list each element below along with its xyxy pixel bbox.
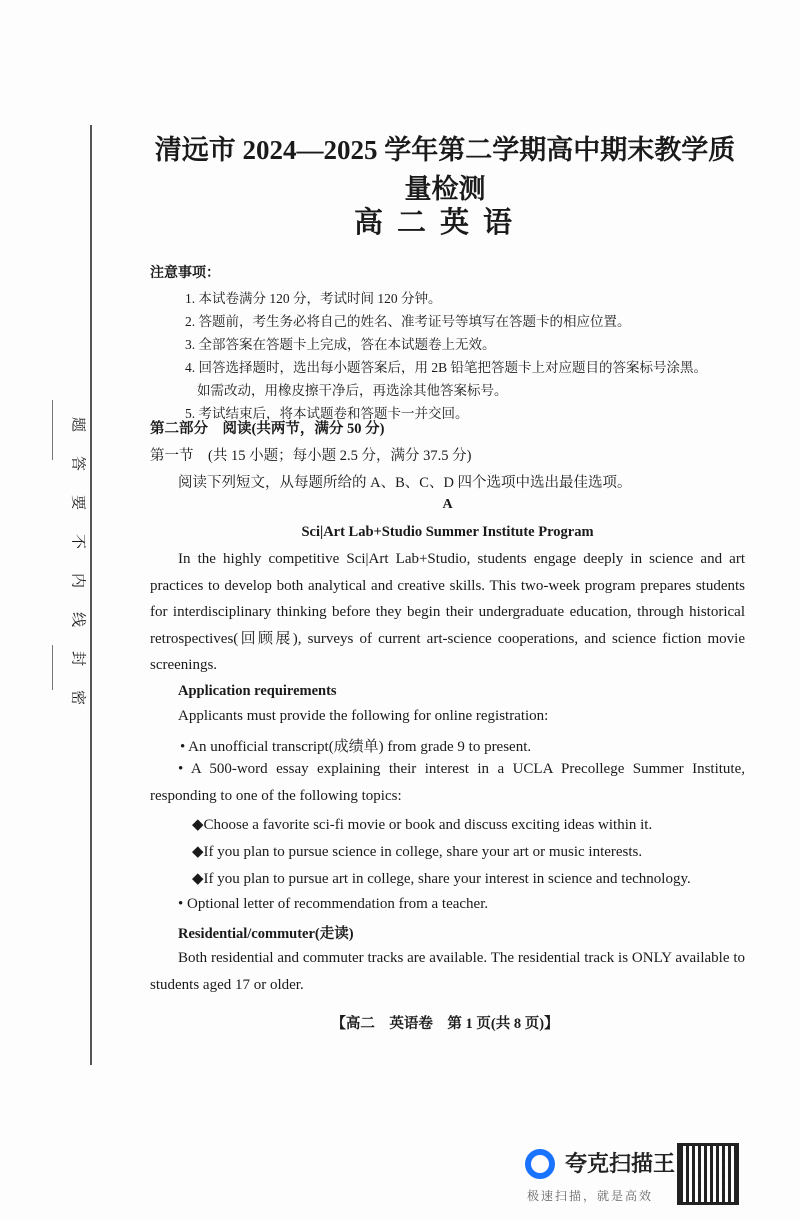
passage-intro: In the highly competitive Sci|Art Lab+Studio, students engage deeply in science and art practices to develop both analytical and creative skills. This two-week program prepares students for interdisciplinary thinking before they begin their undergraduate education, through historical retrospectives(回顾展), surveys of current art-science cooperations, and science fiction movie screenings.: [150, 551, 745, 674]
seal-char: 内: [69, 572, 88, 588]
seal-char: 密: [69, 689, 88, 705]
section-heading: 第一节 (共 15 小题；每小题 2.5 分，满分 37.5 分): [150, 448, 472, 464]
notice-item: 3. 全部答案在答题卡上完成，答在本试题卷上无效。: [185, 337, 496, 352]
essay-topic: ◆If you plan to pursue art in college, share your interest in science and technology.: [192, 871, 691, 887]
requirement-item: • An unofficial transcript(成绩单) from grade 9 to present.: [180, 739, 532, 755]
passage-title: Sci|Art Lab+Studio Summer Institute Program: [301, 524, 594, 540]
subject-title: 高二英语: [353, 207, 526, 239]
seal-char: 答: [69, 455, 88, 471]
notice-heading: 注意事项：: [150, 265, 220, 281]
watermark-slogan: 极速扫描，就是高效: [527, 1189, 654, 1203]
seal-char: 不: [69, 533, 88, 549]
scanner-logo-icon: [525, 1149, 555, 1179]
application-intro: Applicants must provide the following for online registration:: [178, 708, 549, 724]
binding-line: [90, 125, 92, 1065]
seal-char: 封: [69, 650, 88, 666]
passage-letter: A: [442, 497, 453, 512]
qr-code-icon: [677, 1143, 739, 1205]
seal-line-notice: [58, 405, 88, 717]
notice-item: 4. 回答选择题时，选出每小题答案后，用 2B 铅笔把答题卡上对应题目的答案标号涂黑。: [185, 360, 708, 375]
exam-title: 清远市 2024—2025 学年第二学期高中期末教学质量检测: [154, 135, 736, 204]
seal-char: 线: [69, 611, 88, 627]
seal-char: 题: [69, 416, 88, 432]
application-heading: Application requirements: [178, 683, 337, 699]
essay-topic: ◆Choose a favorite sci-fi movie or book and discuss exciting ideas within it.: [192, 817, 653, 833]
requirement-item: • A 500-word essay explaining their interest in a UCLA Precollege Summer Institute, responding to one of the following topics:: [150, 761, 745, 804]
page-footer: 【高二 英语卷 第 1 页(共 8 页)】: [331, 1016, 559, 1032]
notice-item: 2. 答题前，考生务必将自己的姓名、准考证号等填写在答题卡的相应位置。: [185, 314, 631, 329]
residential-text: Both residential and commuter tracks are available. The residential track is ONLY available to students aged 17 or older.: [150, 950, 745, 993]
notice-item: 1. 本试卷满分 120 分，考试时间 120 分钟。: [185, 291, 442, 306]
notice-item: 如需改动，用橡皮擦干净后，再选涂其他答案标号。: [197, 383, 508, 398]
seal-char: 要: [69, 494, 88, 510]
essay-topic: ◆If you plan to pursue science in college, share your art or music interests.: [192, 844, 643, 860]
part-heading: 第二部分 阅读(共两节，满分 50 分): [150, 421, 385, 437]
notice-item: 5. 考试结束后，将本试题卷和答题卡一并交回。: [185, 406, 469, 421]
requirement-item: • Optional letter of recommendation from a teacher.: [178, 896, 489, 912]
instruction: 阅读下列短文，从每题所给的 A、B、C、D 四个选项中选出最佳选项。: [178, 475, 632, 491]
watermark-name: 夸克扫描王: [565, 1152, 676, 1177]
residential-heading: Residential/commuter(走读): [178, 926, 354, 942]
